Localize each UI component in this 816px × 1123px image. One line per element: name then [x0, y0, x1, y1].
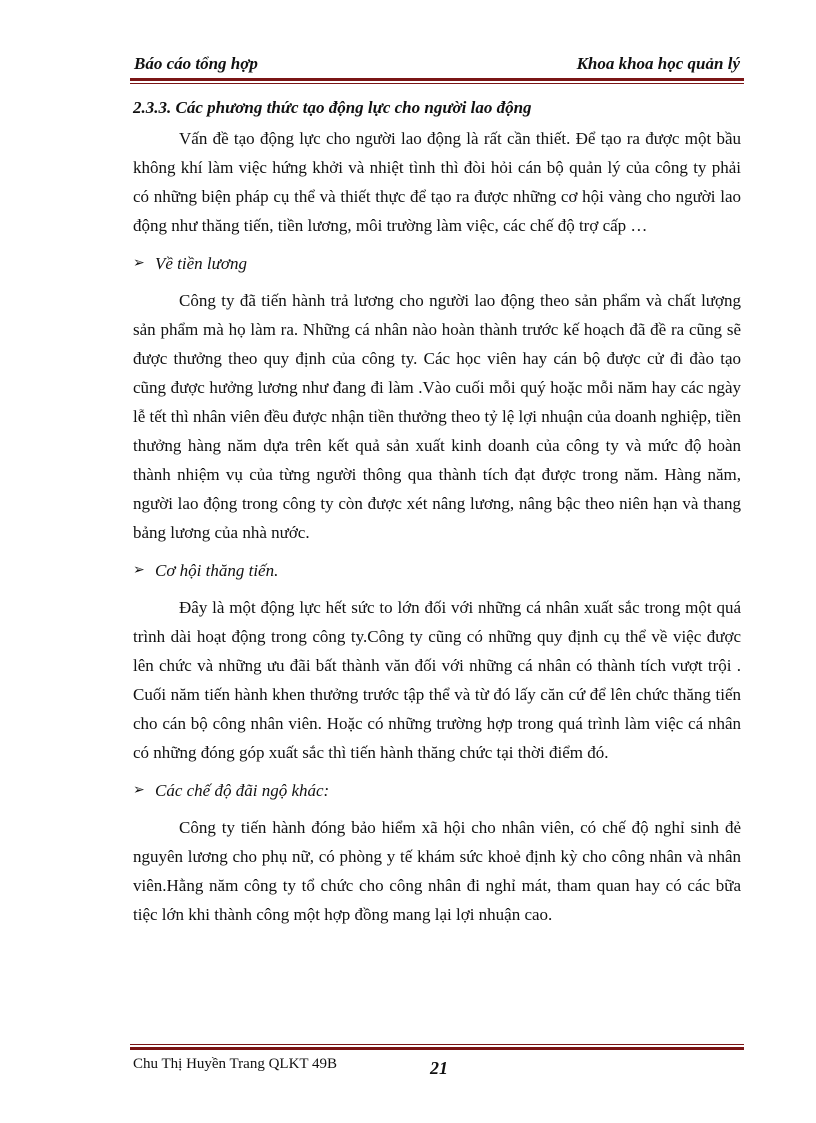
header-title-left: Báo cáo tổng hợp: [134, 54, 258, 73]
header-title-right: Khoa khoa học quản lý: [576, 54, 740, 73]
footer-rule: [130, 1044, 744, 1050]
bullet-benefits: [133, 779, 741, 803]
page-number: 21: [430, 1058, 448, 1078]
intro-paragraph: Vấn đề tạo động lực cho người lao động là rất cần thiết. Để tạo ra được một bầu không khí làm việc hứng khởi và nhiệt tình thì đòi hỏi cán bộ quản lý của công ty phải có những biện pháp cụ thể và thiết thực để tạo ra được những cơ hội vàng cho người lao động như thăng tiến, tiền lương, môi trường làm việc, các chế độ trợ cấp …: [133, 129, 741, 235]
promotion-paragraph: Đây là một động lực hết sức to lớn đối với những cá nhân xuất sắc trong một quá trình dài hoạt động trong công ty.Công ty cũng có những quy định cụ thể về việc được lên chức và những ưu đãi bất thành văn đối với những cá nhân có thành tích vượt trội . Cuối năm tiến hành khen thưởng trước tập thể và từ đó lấy căn cứ để lên chức thăng tiến cho cán bộ công nhân viên. Hoặc có những trường hợp trong quá trình làm việc cá nhân có những đóng góp xuất sắc thì tiến hành thăng chức tại thời điểm đó.: [133, 598, 741, 762]
page-content: [133, 98, 741, 929]
bullet-promotion: [133, 559, 741, 583]
page-header: [130, 50, 744, 78]
benefits-paragraph: Công ty tiến hành đóng bảo hiểm xã hội cho nhân viên, có chế độ nghỉ sinh đẻ nguyên lương cho phụ nữ, có phòng y tế khám sức khoẻ định kỳ cho công nhân và nhân viên.Hằng năm công ty tổ chức cho công nhân đi nghỉ mát, tham quan hay có các bữa tiệc lớn khi thành công một hợp đồng mang lại lợi nhuận cao.: [133, 818, 741, 924]
bullet-label: Về tiền lương: [155, 254, 247, 273]
section-heading: 2.3.3. Các phương thức tạo động lực cho người lao động: [133, 98, 532, 117]
salary-paragraph: Công ty đã tiến hành trả lương cho người lao động theo sản phẩm và chất lượng sản phẩm mà họ làm ra. Những cá nhân nào hoàn thành trước kế hoạch đã đề ra cũng sẽ được thưởng theo quy định của công ty. Các học viên hay cán bộ được cử đi đào tạo cũng được hưởng lương như đang đi làm .Vào cuối mỗi quý hoặc mỗi năm hay các ngày lễ tết thì nhân viên đều được nhận tiền thưởng theo tỷ lệ lợi nhuận của doanh nghiệp, tiền thưởng hàng năm dựa trên kết quả sản xuất kinh doanh của công ty và mức độ hoàn thành nhiệm vụ của từng người thông qua thành tích đạt được trong năm. Hàng năm, người lao động trong công ty còn được xét nâng lương, nâng bậc theo niên hạn và thang bảng lương của nhà nước.: [133, 291, 741, 542]
arrow-bullet-icon: ➢: [133, 783, 145, 798]
header-rule: [130, 78, 744, 84]
arrow-bullet-icon: ➢: [133, 563, 145, 578]
footer-author: Chu Thị Huyền Trang QLKT 49B: [133, 1056, 338, 1072]
bullet-label: Cơ hội thăng tiến.: [155, 561, 279, 580]
arrow-bullet-icon: ➢: [133, 256, 145, 271]
bullet-label: Các chế độ đãi ngộ khác:: [155, 781, 330, 800]
bullet-salary: [133, 252, 741, 276]
